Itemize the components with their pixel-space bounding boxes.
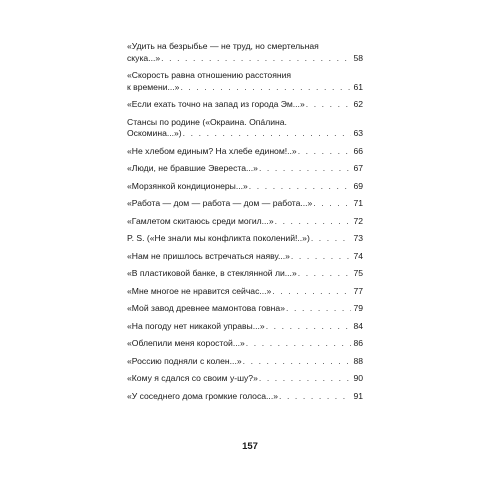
- toc-entry: [127, 373, 363, 385]
- toc-entry-leader-line: [127, 181, 363, 193]
- toc-entry-title: «Россию подняли с колен...»: [127, 355, 242, 366]
- dot-leader: [313, 198, 351, 210]
- dot-leader: [243, 356, 352, 368]
- toc-entry: [127, 321, 363, 333]
- dot-leader: [298, 268, 352, 280]
- toc-entry-title: к времени...»: [127, 81, 180, 92]
- toc-entry-title-line: «Скорость равна отношению расстояния: [127, 70, 292, 80]
- toc-entry-page-number: 91: [353, 390, 363, 401]
- toc-entry-page-number: 58: [353, 52, 363, 63]
- toc-entry-title: «Нам не пришлось встречаться наяву...»: [127, 250, 290, 261]
- toc-entry: [127, 70, 363, 93]
- toc-entry-title: скука...»: [127, 52, 161, 63]
- toc-entry-page-number: 79: [353, 303, 363, 313]
- toc-entry-page-number: 86: [353, 338, 363, 348]
- dot-leader: [246, 338, 352, 350]
- dot-leader: [272, 286, 351, 298]
- toc-entry: [127, 99, 363, 111]
- toc-entry: [127, 356, 363, 368]
- toc-entry-page-number: 66: [353, 145, 363, 156]
- toc-entry-page-number: 72: [353, 215, 363, 226]
- toc-entry: [127, 251, 363, 263]
- dot-leader: [286, 303, 351, 315]
- toc-entry-page-number: 84: [353, 320, 363, 331]
- toc-entry: [127, 41, 363, 64]
- toc-entry: [127, 391, 363, 403]
- toc-entry-page-number: 62: [353, 99, 363, 109]
- toc-entry-leader-line: [127, 286, 363, 298]
- toc-entry-leader-line: [127, 82, 363, 94]
- toc-entry-page-number: 74: [353, 250, 363, 261]
- toc-entry-page-number: 77: [353, 285, 363, 296]
- toc-entry-page-number: 75: [353, 268, 363, 278]
- toc-entry-page-number: 63: [353, 128, 363, 138]
- toc-entry-leader-line: [127, 251, 363, 263]
- toc-entry-title: «Работа — дом — работа — дом — работа...»: [127, 198, 313, 208]
- toc-entry-page-number: 88: [353, 355, 363, 366]
- dot-leader: [249, 181, 352, 193]
- dot-leader: [306, 99, 352, 111]
- toc-entry-title: «В пластиковой банке, в стеклянной ли...»: [127, 268, 297, 278]
- toc-entry-leader-line: [127, 198, 363, 210]
- dot-leader: [298, 146, 352, 158]
- toc-entry-title: «Если ехать точно на запад из города Эм...»: [127, 99, 305, 109]
- toc-entry-page-number: 67: [353, 163, 363, 173]
- dot-leader: [311, 233, 352, 245]
- toc-entry-leader-line: [127, 53, 363, 65]
- toc-entry: [127, 233, 363, 245]
- toc-entry-leader-line: [127, 99, 363, 111]
- toc-entry-leader-line: [127, 373, 363, 385]
- toc-entry-leader-line: [127, 268, 363, 280]
- toc-entry: [127, 146, 363, 158]
- toc-entry-leader-line: [127, 356, 363, 368]
- toc-entry: [127, 303, 363, 315]
- toc-entry-title: «Люди, не бравшие Эвереста...»: [127, 163, 258, 173]
- dot-leader: [266, 321, 352, 333]
- toc-entry: [127, 163, 363, 175]
- toc-entry-title: «Мне многое не нравится сейчас...»: [127, 285, 272, 296]
- toc-entry-page-number: 69: [353, 180, 363, 191]
- dot-leader: [279, 391, 351, 403]
- toc-entry-title: «Не хлебом единым? На хлебе едином!..»: [127, 145, 297, 156]
- toc-entry-title: Оскомина...»): [127, 128, 182, 138]
- toc-entry-leader-line: [127, 338, 363, 350]
- toc-entry-leader-line: [127, 233, 363, 245]
- toc-entry-leader-line: [127, 321, 363, 333]
- toc-entry: [127, 216, 363, 228]
- toc-entry-page-number: 71: [353, 198, 363, 208]
- toc-entry-title: P. S. («Не знали мы конфликта поколений!..»): [127, 233, 310, 243]
- toc-entry-title: «Гамлетом скитаюсь среди могил...»: [127, 215, 274, 226]
- toc-entry-leader-line: [127, 303, 363, 315]
- page-number: 157: [242, 441, 258, 452]
- toc-entry-title: «Мой завод древнее мамонтова говна»: [127, 303, 285, 313]
- dot-leader: [275, 216, 352, 228]
- toc-entry-title-line: Стансы по родине («Окраина. Опáлина.: [127, 116, 287, 127]
- toc-entry-title: «У соседнего дома громкие голоса...»: [127, 390, 278, 401]
- table-of-contents: [127, 41, 363, 408]
- toc-entry: [127, 338, 363, 350]
- dot-leader: [291, 251, 352, 263]
- dot-leader: [161, 53, 351, 65]
- toc-entry: [127, 198, 363, 210]
- toc-entry-title: «Облепили меня коростой...»: [127, 338, 245, 348]
- toc-entry-page-number: 73: [353, 233, 363, 243]
- toc-entry-title: «Морзянкой кондиционеры...»: [127, 180, 248, 191]
- toc-entry-title-line: «Удить на безрыбье — не труд, но смертельная: [127, 41, 319, 51]
- dot-leader: [183, 128, 352, 140]
- dot-leader: [259, 373, 352, 385]
- toc-entry-leader-line: [127, 146, 363, 158]
- dot-leader: [259, 163, 352, 175]
- toc-entry-leader-line: [127, 216, 363, 228]
- toc-entry-page-number: 90: [353, 373, 363, 383]
- toc-entry-leader-line: [127, 391, 363, 403]
- toc-entry-page-number: 61: [353, 81, 363, 92]
- toc-entry: [127, 286, 363, 298]
- toc-entry: [127, 181, 363, 193]
- toc-entry-leader-line: [127, 163, 363, 175]
- dot-leader: [180, 82, 351, 94]
- toc-entry: [127, 117, 363, 140]
- toc-entry-title: «На погоду нет никакой управы...»: [127, 320, 265, 331]
- toc-entry-title: «Кому я сдался со своим у-шу?»: [127, 373, 258, 383]
- toc-entry-leader-line: [127, 128, 363, 140]
- toc-entry: [127, 268, 363, 280]
